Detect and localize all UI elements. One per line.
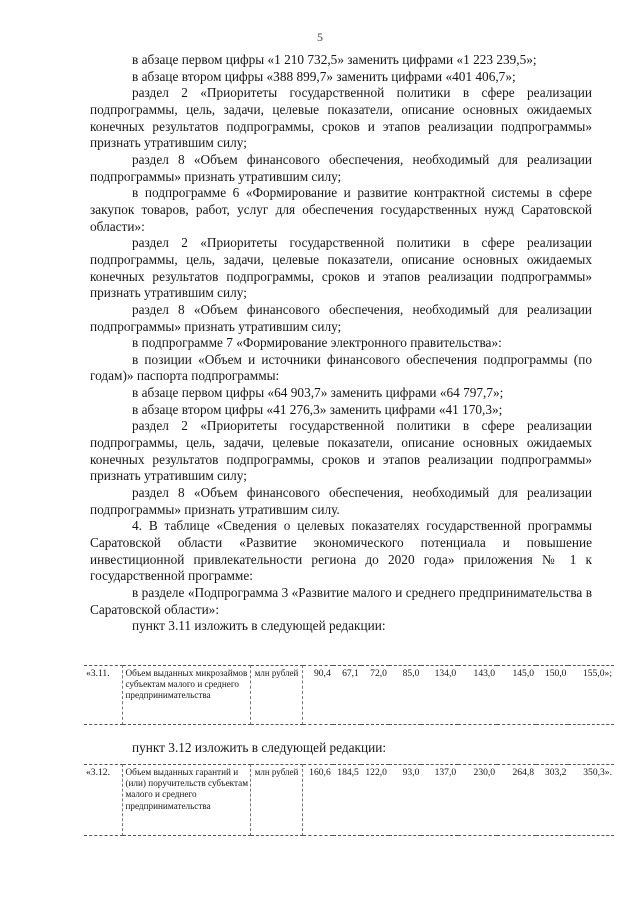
indicator-value: 72,0 bbox=[361, 666, 389, 725]
indicator-value: 230,0 bbox=[458, 765, 497, 836]
indicator-value: 143,0 bbox=[458, 666, 497, 725]
paragraph: в абзаце втором цифры «41 276,3» заменить цифрами «41 170,3»; bbox=[132, 401, 503, 417]
indicator-value: 67,1 bbox=[333, 666, 361, 725]
indicator-name: Объем выданных гарантий и (или) поручительств субъектам малого и среднего предпринимательства bbox=[123, 765, 251, 836]
paragraph: в абзаце первом цифры «1 210 732,5» заменить цифрами «1 223 239,5»; bbox=[132, 52, 537, 67]
indicator-value: 93,0 bbox=[389, 765, 421, 836]
document-body bbox=[90, 52, 592, 635]
indicator-value: 155,0»; bbox=[568, 666, 614, 725]
indicator-value: 264,8 bbox=[497, 765, 536, 836]
indicator-value: 85,0 bbox=[389, 666, 421, 725]
paragraph: в подпрограмме 7 «Формирование электронного правительства»: bbox=[132, 335, 502, 351]
paragraph: в разделе «Подпрограмма 3 «Развитие малого и среднего предпринимательства в Саратовской области»: bbox=[90, 585, 592, 617]
indicator-value: 122,0 bbox=[361, 765, 389, 836]
indicator-value: 160,6 bbox=[302, 765, 332, 836]
paragraph: пункт 3.12 изложить в следующей редакции: bbox=[132, 740, 387, 755]
indicator-row-table-3-12 bbox=[84, 764, 614, 836]
indicator-value: 184,5 bbox=[333, 765, 361, 836]
indicator-value: 303,2 bbox=[536, 765, 568, 836]
indicator-value: 145,0 bbox=[497, 666, 536, 725]
page-number: 5 bbox=[317, 30, 323, 44]
paragraph: раздел 2 «Приоритеты государственной политики в сфере реализации подпрограммы, цель, задачи, целевые показатели, описание основных ожидаемых конечных результатов подпрограммы, сроков и этапов реализации подпрограммы» признать утратившим силу; bbox=[90, 235, 592, 301]
paragraph: в абзаце втором цифры «388 899,7» заменить цифрами «401 406,7»; bbox=[132, 68, 516, 84]
paragraph: раздел 8 «Объем финансового обеспечения, необходимый для реализации подпрограммы» признать утратившим силу; bbox=[90, 151, 592, 184]
indicator-value: 134,0 bbox=[421, 666, 458, 725]
item-code: «3.11. bbox=[84, 666, 123, 725]
paragraph: раздел 2 «Приоритеты государственной политики в сфере реализации подпрограммы, цель, задачи, целевые показатели, описание основных ожидаемых конечных результатов подпрограммы, сроков и этапов реализации подпрограммы» признать утратившим силу; bbox=[90, 418, 592, 484]
paragraph: в позиции «Объем и источники финансового обеспечения подпрограммы (по годам)» паспорта подпрограммы: bbox=[90, 351, 592, 384]
indicator-value: 350,3». bbox=[568, 765, 614, 836]
indicator-row-table-3-11 bbox=[84, 665, 614, 725]
indicator-value: 90,4 bbox=[302, 666, 332, 725]
paragraph: раздел 8 «Объем финансового обеспечения, необходимый для реализации подпрограммы» признать утратившим силу; bbox=[90, 301, 592, 334]
paragraph: 4. В таблице «Сведения о целевых показателях государственной программы Саратовской области «Развитие экономического потенциала и повышение инвестиционной привлекательности региона до 2020 года» приложения № 1 к государственной программе: bbox=[90, 518, 592, 584]
unit-of-measure: млн рублей bbox=[251, 765, 303, 836]
paragraph: раздел 8 «Объем финансового обеспечения, необходимый для реализации подпрограммы» признать утратившим силу. bbox=[90, 485, 592, 517]
paragraph: в подпрограмме 6 «Формирование и развитие контрактной системы в сфере закупок товаров, работ, услуг для обеспечения государственных нужд Саратовской области»: bbox=[90, 185, 592, 234]
table-row bbox=[84, 765, 614, 836]
paragraph: пункт 3.11 изложить в следующей редакции: bbox=[132, 618, 386, 634]
indicator-name: Объем выданных микрозаймов субъектам малого и среднего предпринимательства bbox=[123, 666, 251, 725]
paragraph: в абзаце первом цифры «64 903,7» заменить цифрами «64 797,7»; bbox=[132, 385, 504, 401]
paragraph: раздел 2 «Приоритеты государственной политики в сфере реализации подпрограммы, цель, задачи, целевые показатели, описание основных ожидаемых конечных результатов подпрограммы, сроков и этапов реализации подпрограммы» признать утратившим силу; bbox=[90, 85, 592, 151]
unit-of-measure: млн рублей bbox=[251, 666, 303, 725]
table-row bbox=[84, 666, 614, 725]
indicator-value: 150,0 bbox=[536, 666, 568, 725]
item-code: «3.12. bbox=[84, 765, 123, 836]
indicator-value: 137,0 bbox=[421, 765, 458, 836]
